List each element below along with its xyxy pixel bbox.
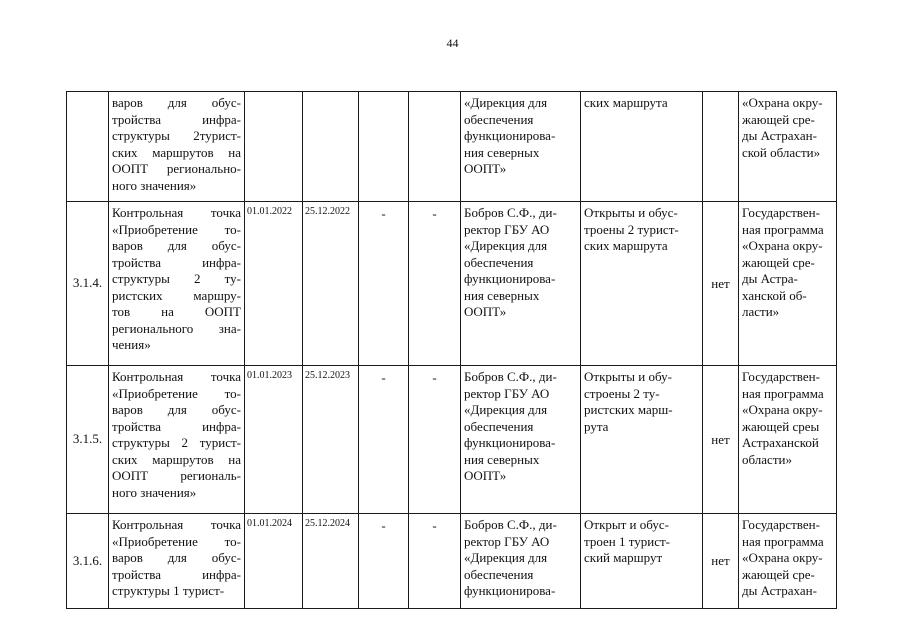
state-program-line: жающей сре- [742,566,815,582]
item-title-line: «Приобретение то- [112,221,241,237]
state-program-line: «Охрана окру- [742,402,823,417]
responsible-person-line: обеспечения [464,418,534,434]
table-row [67,202,837,366]
item-title-line: Контрольная точка [112,517,241,532]
item-title [109,92,245,202]
item-title-line: ООПТ регионально- [112,161,241,176]
state-program-line: ная программа [742,385,824,401]
start-date: 01.01.2023 [245,366,303,514]
table-row [67,514,837,609]
item-title-line: варов для обус- [112,95,241,110]
responsible-person [461,202,581,366]
responsible-person-line: функционирова- [464,435,556,450]
expected-result-line: троены 2 турист- [584,221,679,237]
expected-result [581,92,703,202]
item-title-line: ристских маршру- [112,287,241,303]
responsible-person-line: ООПТ» [464,304,507,319]
end-date: 25.12.2022 [303,202,359,366]
status-cell: нет [703,202,739,366]
responsible-person-line: ректор ГБУ АО [464,533,550,549]
state-program-line: «Охрана окру- [742,95,823,110]
item-title [109,366,245,514]
responsible-person-line: Бобров С.Ф., ди- [464,517,557,532]
state-program-line: «Охрана окру- [742,238,823,253]
responsible-person-line: функционирова- [464,583,556,598]
responsible-person-line: ректор ГБУ АО [464,385,550,401]
expected-result [581,366,703,514]
state-program-line: ная программа [742,221,824,237]
state-program-line: Государствен- [742,517,820,532]
state-program-line: ды Астрахан- [742,583,817,598]
state-program-line: Государствен- [742,369,820,384]
item-title-line: ских маршрутов на [112,451,241,467]
item-title-line: варов для обус- [112,402,241,417]
responsible-person-line: «Дирекция для [464,402,548,417]
expected-result-line: ских маршрута [584,95,668,110]
status-cell: нет [703,514,739,609]
state-program-line: области» [742,451,792,467]
item-title-line: тройства инфра- [112,566,241,582]
dash-cell: - [359,366,409,514]
state-program-line: ная программа [742,533,824,549]
item-title-line: Контрольная точка [112,205,241,220]
dash-cell: - [359,514,409,609]
dash-cell: - [359,202,409,366]
responsible-person-line: «Дирекция для [464,238,548,253]
expected-result-line: рута [584,418,609,434]
item-title-line: тройства инфра- [112,111,241,127]
responsible-person-line: Бобров С.Ф., ди- [464,369,557,384]
responsible-person-line: ния северных [464,287,540,303]
state-program-line: ской области» [742,144,821,160]
item-title-line: варов для обус- [112,550,241,565]
responsible-person-line: обеспечения [464,254,534,270]
item-title-line: ного значения» [112,177,197,193]
item-title-line: тройства инфра- [112,254,241,270]
state-program [739,366,837,514]
responsible-person-line: Бобров С.Ф., ди- [464,205,557,220]
item-title-line: регионального зна- [112,320,241,336]
dash-cell: - [409,366,461,514]
status-cell [703,92,739,202]
expected-result [581,514,703,609]
state-program-line: ласти» [742,304,780,319]
start-date: 01.01.2024 [245,514,303,609]
responsible-person-line: ния северных [464,144,540,160]
item-title-line: тройства инфра- [112,418,241,434]
state-program-line: жающей среы [742,418,820,434]
item-title-line: «Приобретение то- [112,533,241,549]
responsible-person-line: ООПТ» [464,161,507,176]
state-program-line: Государствен- [742,205,820,220]
state-program [739,202,837,366]
expected-result-line: Открыт и обус- [584,517,669,532]
dash-cell: - [409,514,461,609]
end-date: 25.12.2024 [303,514,359,609]
end-date [303,92,359,202]
item-title-line: ного значения» [112,484,197,500]
expected-result-line: ских маршрута [584,238,668,253]
responsible-person-line: функционирова- [464,128,556,143]
page-number: 44 [446,36,459,50]
state-program-line: ды Астрахан- [742,128,817,143]
status-cell: нет [703,366,739,514]
state-program [739,514,837,609]
item-title-line: «Приобретение то- [112,385,241,401]
responsible-person-line: «Дирекция для [464,95,548,110]
expected-result-line: ристских марш- [584,402,673,417]
expected-result-line: троен 1 турист- [584,533,670,549]
item-title-line: Контрольная точка [112,369,241,384]
item-title-line: структуры 1 турист- [112,583,225,598]
state-program-line: «Охрана окру- [742,550,823,565]
end-date: 25.12.2023 [303,366,359,514]
item-number [67,92,109,202]
state-program-line: жающей сре- [742,254,815,270]
dash-cell: - [409,202,461,366]
plan-table [66,91,837,609]
responsible-person [461,366,581,514]
expected-result-line: строены 2 ту- [584,385,660,401]
item-title [109,514,245,609]
expected-result-line: ский маршрут [584,550,663,565]
responsible-person-line: функционирова- [464,271,556,286]
responsible-person-line: ния северных [464,451,540,467]
item-title-line: тов на ООПТ [112,304,241,319]
responsible-person [461,92,581,202]
table-row [67,92,837,202]
responsible-person-line: обеспечения [464,111,534,127]
item-number: 3.1.6. [67,514,109,609]
item-title-line: варов для обус- [112,238,241,253]
responsible-person-line: ООПТ» [464,468,507,483]
expected-result-line: Открыты и обу- [584,369,672,384]
item-title-line: чения» [112,337,151,352]
responsible-person-line: «Дирекция для [464,550,548,565]
item-title-line: структуры 2 турист- [112,435,241,450]
state-program-line: ханской об- [742,287,807,303]
responsible-person-line: обеспечения [464,566,534,582]
state-program-line: жающей сре- [742,111,815,127]
item-title-line: ских маршрутов на [112,144,241,160]
state-program [739,92,837,202]
dash-cell [359,92,409,202]
item-title-line: структуры 2 ту- [112,271,241,286]
state-program-line: ды Астра- [742,271,798,286]
expected-result-line: Открыты и обус- [584,205,678,220]
expected-result [581,202,703,366]
dash-cell [409,92,461,202]
item-number: 3.1.4. [67,202,109,366]
responsible-person-line: ректор ГБУ АО [464,221,550,237]
item-title [109,202,245,366]
item-title-line: структуры 2турист- [112,128,241,143]
table-row [67,366,837,514]
responsible-person [461,514,581,609]
start-date: 01.01.2022 [245,202,303,366]
start-date [245,92,303,202]
item-title-line: ООПТ региональ- [112,468,241,483]
item-number: 3.1.5. [67,366,109,514]
state-program-line: Астраханской [742,435,819,450]
